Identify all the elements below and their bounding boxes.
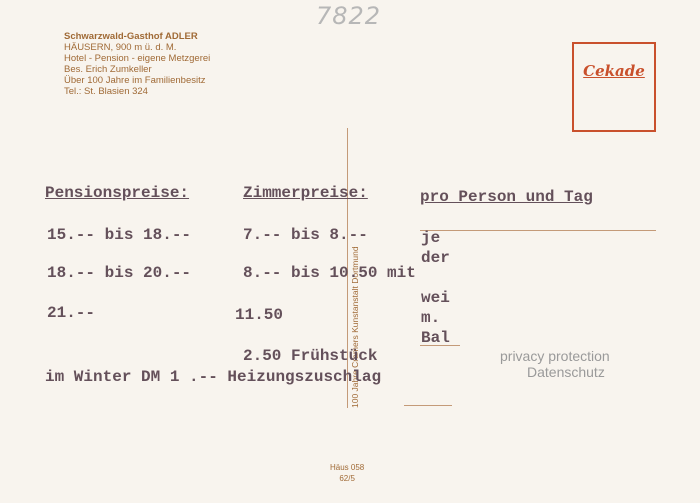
- address-line: [404, 405, 452, 406]
- card-code: [330, 462, 364, 484]
- row3-zimmer: 11.50: [235, 306, 284, 324]
- publisher-text: 100 Jahre Cramers Kunstanstalt Dortmund: [350, 246, 360, 408]
- breakfast-line: 2.50 Frühstück: [243, 347, 378, 365]
- privacy-line: Datenschutz: [527, 364, 605, 380]
- pencil-annotation: 7822: [316, 2, 382, 30]
- right-col-line: der: [421, 249, 450, 267]
- header-pension: Pensionspreise:: [45, 184, 190, 202]
- right-col-line: je: [421, 229, 441, 247]
- privacy-line: privacy protection: [500, 348, 610, 364]
- row2-pension: 18.-- bis 20.--: [47, 264, 192, 282]
- right-col-line: wei: [421, 289, 450, 307]
- code-line: 62/5: [339, 474, 355, 483]
- cekade-logo: Cekade: [583, 62, 645, 80]
- row2-zimmer: 8.-- bis 10.50 mit: [243, 264, 416, 282]
- sender-line: Über 100 Jahre im Familienbesitz: [64, 75, 206, 86]
- sender-block: [64, 31, 210, 97]
- sender-name: Schwarzwald-Gasthof ADLER: [64, 31, 198, 42]
- row3-pension: 21.--: [47, 304, 96, 322]
- sender-line: Hotel - Pension - eigene Metzgerei: [64, 53, 211, 64]
- address-line: [420, 230, 656, 231]
- sender-line: Tel.: St. Blasien 324: [64, 86, 148, 97]
- winter-surcharge-line: im Winter DM 1 .-- Heizungszuschlag: [45, 368, 382, 386]
- right-col-line: Bal: [421, 329, 450, 347]
- header-pro-person: pro Person und Tag: [420, 188, 593, 206]
- header-zimmer: Zimmerpreise:: [243, 184, 368, 202]
- right-col-line: m.: [421, 309, 441, 327]
- row1-zimmer: 7.-- bis 8.--: [243, 226, 368, 244]
- sender-line: HÄUSERN, 900 m ü. d. M.: [64, 42, 177, 53]
- sender-line: Bes. Erich Zumkeller: [64, 64, 152, 75]
- stamp-box: [572, 42, 656, 132]
- code-line: Häus 058: [330, 463, 365, 472]
- row1-pension: 15.-- bis 18.--: [47, 226, 192, 244]
- privacy-watermark: [500, 348, 610, 380]
